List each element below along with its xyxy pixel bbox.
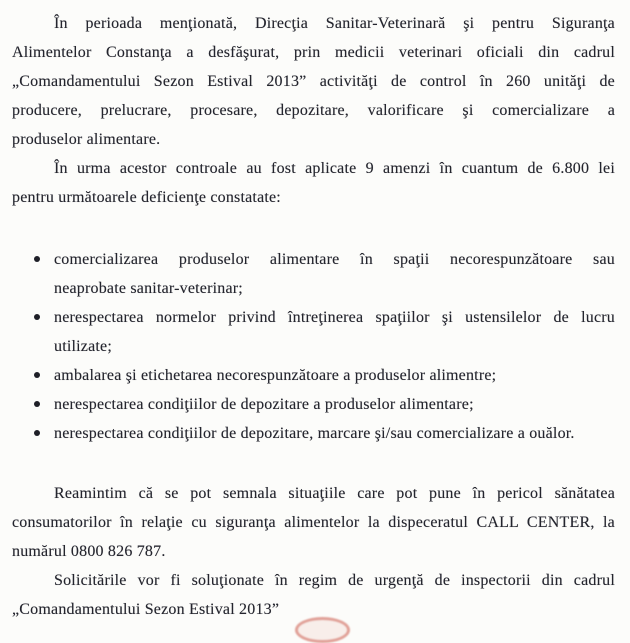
text-line: În urma acestor controale au fost aplicate 9 amenzi în cuantum de 6.800 lei: [54, 160, 615, 177]
bullet-icon: [34, 372, 40, 378]
text-line: Alimentelor Constanţa a desfăşurat, prin medicii veterinari oficiali din cadrul: [12, 44, 615, 61]
text-line: pentru următoarele deficienţe constatate:: [12, 189, 281, 206]
paragraph-call-center: [12, 479, 615, 566]
text-line: ambalarea şi etichetarea necorespunzătoare a produselor alimentre;: [54, 367, 497, 384]
bullet-icon: [34, 314, 40, 320]
paragraph-closing: [12, 566, 615, 624]
text-line: Solicitările vor fi soluţionate în regim de urgenţă de inspectorii din cadrul: [54, 572, 615, 589]
text-line: produselor alimentare.: [12, 131, 161, 148]
paragraph-fines-summary: [12, 154, 615, 212]
text-line: consumatorilor în relaţie cu siguranţa alimentelor la dispeceratul CALL CENTER, la: [12, 514, 615, 531]
text-line: numărul 0800 826 787.: [12, 543, 166, 560]
text-line: „Comandamentului Sezon Estival 2013”: [12, 601, 280, 618]
list-item: [12, 361, 615, 390]
bullet-icon: [34, 256, 40, 262]
text-line: comercializarea produselor alimentare în spaţii necorespunzătoare sau: [54, 251, 615, 268]
list-item: [12, 390, 615, 419]
text-line: nerespectarea normelor privind întreţinerea spaţiilor şi ustensilelor de lucru: [54, 309, 615, 326]
red-stamp-mark: [295, 617, 350, 643]
text-line: utilizate;: [54, 338, 112, 355]
paragraph-activity-summary: [12, 9, 615, 154]
text-line: „Comandamentului Sezon Estival 2013” activităţi de control în 260 unităţi de: [12, 73, 615, 90]
list-item: [12, 419, 615, 448]
bullet-icon: [34, 430, 40, 436]
deficiencies-bullet-list: [12, 245, 615, 448]
list-item: [12, 303, 615, 361]
text-line: producere, prelucrare, procesare, depozitare, valorificare şi comercializare a: [12, 102, 615, 119]
bullet-icon: [34, 401, 40, 407]
text-line: nerespectarea condiţiilor de depozitare a produselor alimentare;: [54, 396, 474, 413]
text-line: nerespectarea condiţiilor de depozitare, marcare şi/sau comercializare a ouălor.: [54, 425, 575, 442]
text-line: neaprobate sanitar-veterinar;: [54, 280, 243, 297]
text-line: Reamintim că se pot semnala situaţiile care pot pune în pericol sănătatea: [54, 485, 615, 502]
text-line: În perioada menţionată, Direcţia Sanitar-Veterinară şi pentru Siguranţa: [54, 15, 615, 32]
list-item: [12, 245, 615, 303]
